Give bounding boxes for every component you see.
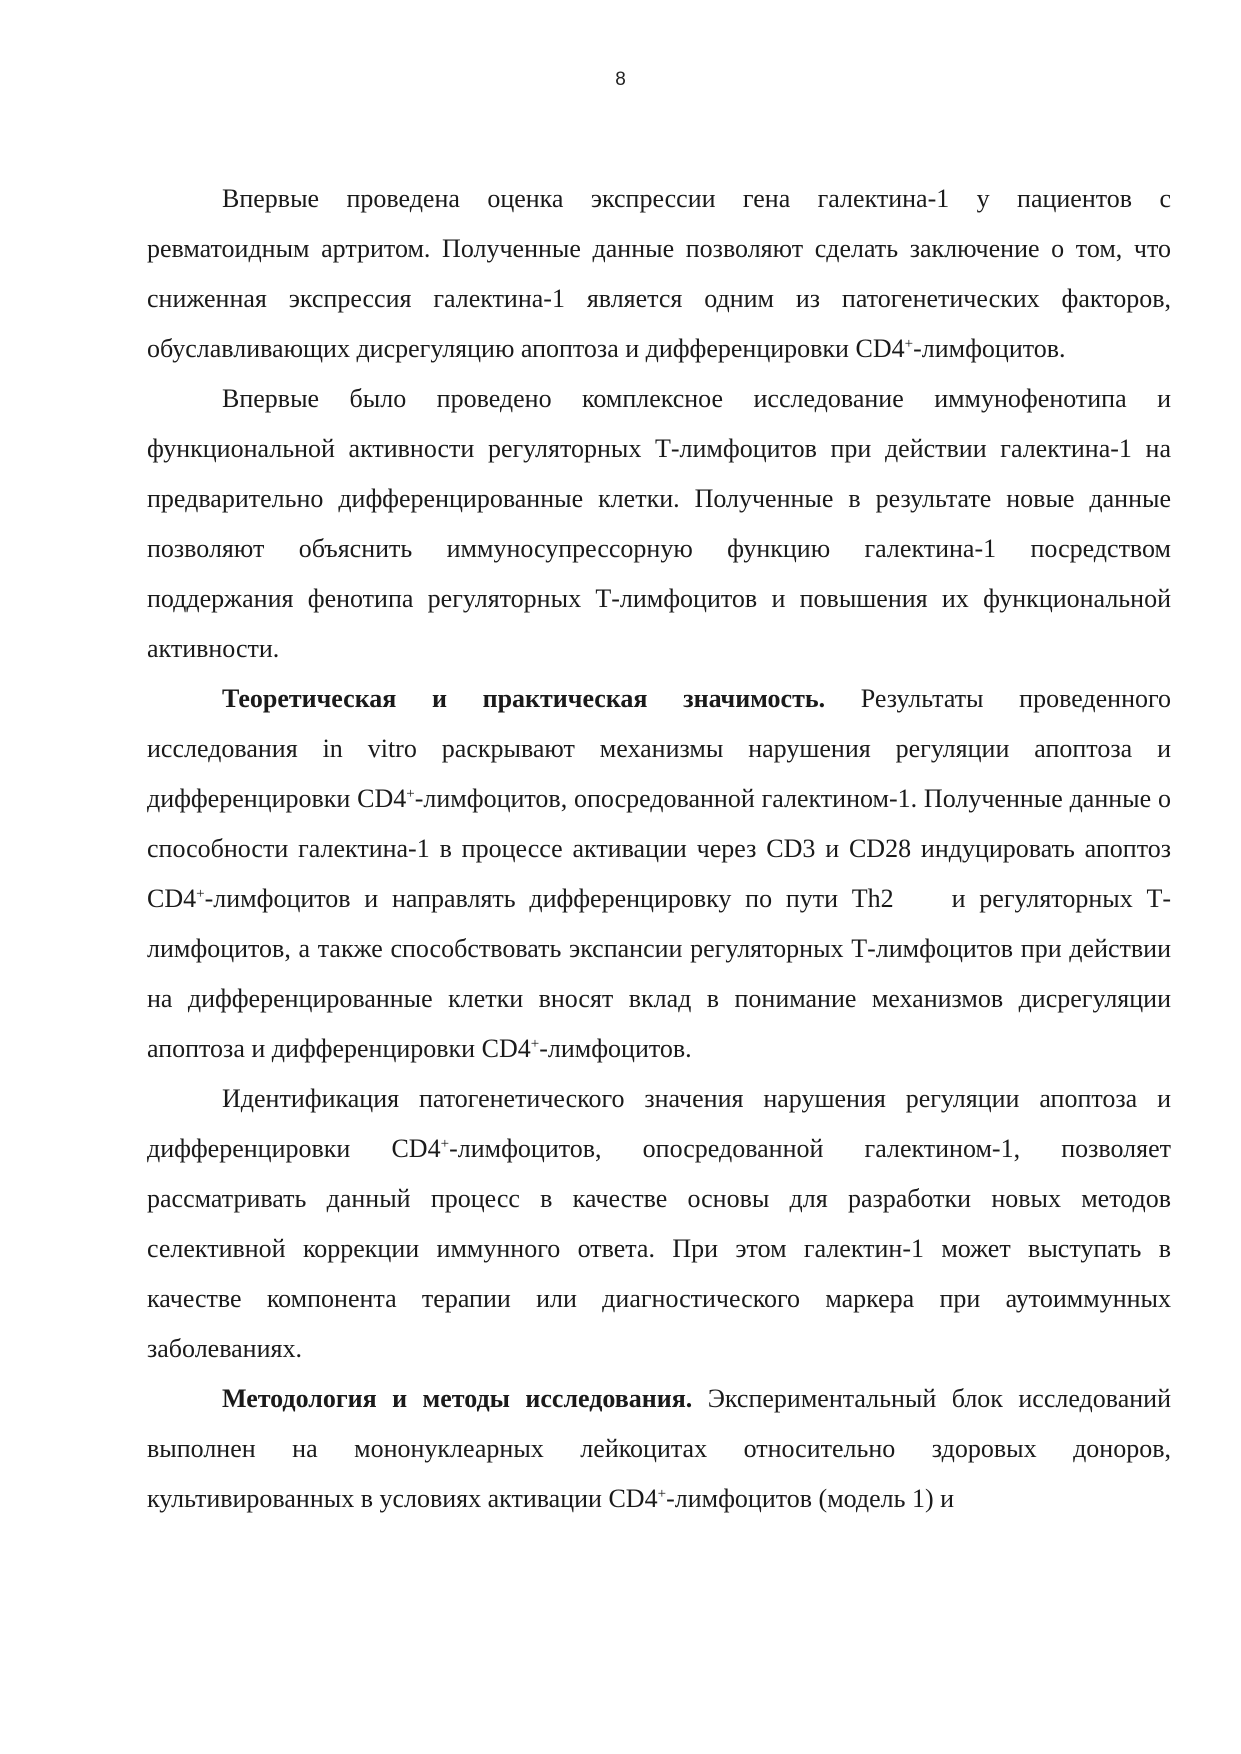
superscript-plus: + (530, 1036, 540, 1052)
paragraph-significance (147, 674, 1171, 1074)
paragraph-text: и регуляторных Т-лимфоцитов, а также способствовать экспансии регуляторных Т-лимфоцитов при действии на дифференцированные клетки вносят вклад в понимание механизмов дисрегуляции апоптоза и дифференцировки CD4 (147, 884, 1171, 1063)
superscript-plus: + (904, 336, 914, 352)
paragraph-text: -лимфоцитов. (539, 1034, 692, 1063)
paragraph-text: -лимфоцитов и направлять дифференцировку по пути Th2 (204, 884, 894, 913)
paragraph-text: -лимфоцитов (модель 1) и (666, 1484, 955, 1513)
document-body (147, 174, 1171, 1524)
paragraph-novelty-1 (147, 174, 1171, 374)
paragraph-text: Идентификация патогенетического значения нарушения регуляции апоптоза и дифференцировки CD4 (147, 1084, 1171, 1163)
superscript-plus: + (657, 1486, 667, 1502)
paragraph-text: -лимфоцитов. (913, 334, 1066, 363)
superscript-plus: + (440, 1136, 450, 1152)
paragraph-novelty-2 (147, 374, 1171, 674)
paragraph-text: -лимфоцитов, опосредованной галектином-1. Полученные данные о способности галектина-1 в процессе активации через CD3 и CD28 индуцировать апоптоз CD4 (147, 784, 1171, 913)
paragraph-text: Результаты проведенного исследования in vitro раскрывают механизмы нарушения регуляции апоптоза и дифференцировки CD4 (147, 684, 1172, 813)
paragraph-text: Экспериментальный блок исследований выполнен на мононуклеарных лейкоцитах относительно здоровых доноров, культивированных в условиях активации CD4 (147, 1384, 1172, 1513)
paragraph-methodology (147, 1374, 1171, 1524)
superscript-plus: + (406, 786, 415, 802)
section-heading: Теоретическая и практическая значимость. (222, 684, 826, 713)
paragraph-text: -лимфоцитов, опосредованной галектином-1, позволяет рассматривать данный процесс в качестве основы для разработки новых методов селективной коррекции иммунного ответа. При этом галектин-1 может выступать в качестве компонента терапии или диагностического маркера при аутоиммунных заболеваниях. (147, 1134, 1171, 1363)
paragraph-text: Впервые проведена оценка экспрессии гена галектина-1 у пациентов с ревматоидным артритом. Полученные данные позволяют сделать заключение о том, что сниженная экспрессия галектина-1 является одним из патогенетических факторов, обуславливающих дисрегуляцию апоптоза и дифференцировки CD4 (147, 184, 1171, 363)
section-heading: Методология и методы исследования. (222, 1384, 693, 1413)
paragraph-text: Впервые было проведено комплексное исследование иммунофенотипа и функциональной активности регуляторных Т-лимфоцитов при действии галектина-1 на предварительно дифференцированные клетки. Полученные в результате новые данные позволяют объяснить иммуносупрессорную функцию галектина-1 посредством поддержания фенотипа регуляторных Т-лимфоцитов и повышения их функциональной активности. (147, 384, 1171, 663)
paragraph-identification (147, 1074, 1171, 1374)
superscript-plus: + (196, 886, 205, 902)
page-number: 8 (615, 69, 626, 90)
